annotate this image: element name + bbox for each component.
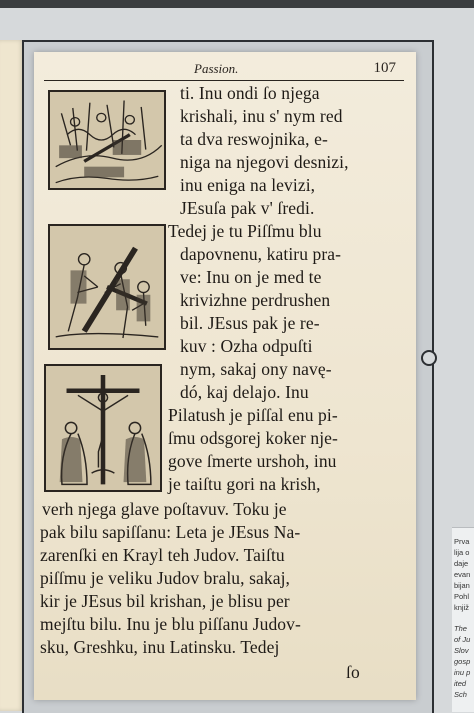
page-number: 107	[373, 60, 396, 76]
text-line: ta dva reswojnika, e-	[180, 129, 328, 149]
text-line: piſſmu je veliku Judov bralu, sakaj,	[40, 568, 291, 588]
label-line: evan	[454, 570, 471, 579]
label-line-italic: The	[454, 624, 467, 633]
text-line: Tedej je tu Piſſmu blu	[168, 221, 322, 241]
frame-hook	[421, 350, 437, 366]
crucifixion-woodcut	[44, 364, 162, 492]
label-line-italic: Sch	[454, 690, 467, 699]
text-line: dapovnenu, katiru pra-	[180, 244, 342, 264]
text-line: ſmu odsgorej koker nje-	[168, 428, 338, 448]
display-case-top	[0, 0, 474, 8]
text-line: mejſtu bilu. Inu je blu piſſanu Judov-	[40, 614, 301, 634]
label-line: Pohl	[454, 592, 470, 601]
label-line-italic: gosp	[454, 657, 471, 666]
text-line: Pilatush je piſſal enu pi-	[168, 405, 338, 425]
label-line-italic: ited	[454, 679, 467, 688]
text-line: pak bilu sapiſſanu: Leta je JEsus Na-	[40, 522, 301, 542]
text-line: dó, kaj delajo. Inu	[180, 382, 309, 402]
label-line: bijan	[454, 581, 470, 590]
text-line: verh njega glave poſtavuv. Toku je	[42, 499, 287, 519]
text-line: krivizhne perdrushen	[180, 290, 331, 310]
text-line: inu eniga na levizi,	[180, 175, 316, 195]
running-head: Passion.	[194, 61, 239, 76]
label-line-italic: inu p	[454, 668, 471, 677]
text-line: bil. JEsus pak je re-	[180, 313, 320, 333]
nailing-to-cross-woodcut	[48, 224, 166, 350]
text-line: krishali, inu s' nym red	[180, 106, 343, 126]
label-line: lija o	[454, 548, 470, 557]
exhibit-label-card	[452, 527, 474, 712]
book-page	[34, 52, 416, 700]
page-header	[44, 60, 404, 81]
text-line: ti. Inu ondi ſo njega	[180, 83, 320, 103]
text-line: kuv : Ozha odpuſti	[180, 336, 313, 356]
text-line: JEsuſa pak v' ſredi.	[180, 198, 315, 218]
label-line-italic: Slov	[454, 646, 469, 655]
label-line: Prva	[454, 537, 470, 546]
text-line: je taiſtu gori na krish,	[168, 474, 321, 494]
crucifixion-procession-woodcut	[48, 90, 166, 190]
text-line: gove ſmerte urshoh, inu	[168, 451, 337, 471]
text-line: zarenſki en Krayl teh Judov. Taiſtu	[40, 545, 285, 565]
text-line: ve: Inu on je med te	[180, 267, 322, 287]
text-line: niga na njegovi desnizi,	[180, 152, 349, 172]
label-line: knjiž	[454, 603, 470, 612]
text-line: kir je JEsus bil krishan, je blisu per	[40, 591, 290, 611]
label-line-italic: of Ju	[454, 635, 471, 644]
label-line: daje	[454, 559, 469, 568]
text-line: ſo	[346, 662, 360, 682]
text-line: nym, sakaj ony navę-	[180, 359, 332, 379]
text-line: sku, Greshku, inu Latinsku. Tedej	[40, 637, 280, 657]
